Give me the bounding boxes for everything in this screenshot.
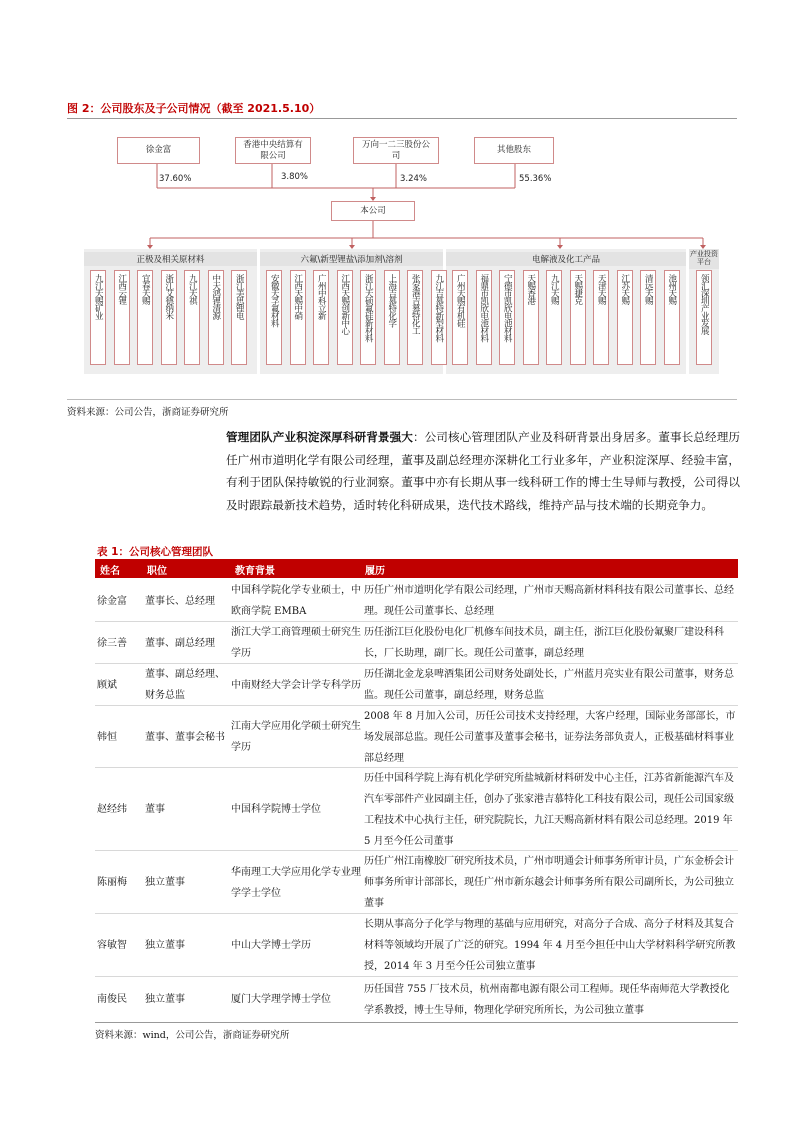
figure-title: 图 2：公司股东及子公司情况（截至 2021.5.10） (67, 102, 321, 115)
company-name: 本公司 (360, 205, 386, 216)
table-cell-name (97, 580, 143, 622)
subsidiary-name: 中天鸿锂清源 (210, 274, 221, 319)
subsidiary-name: 天赐香港 (525, 274, 536, 304)
cell-text: 2008 年 8 月加入公司，历任公司技术支持经理，大客户经理，国际业务部部长，市场发展部总监。现任公司董事及董事会秘书，证券法务部负责人，正极基础材料事业部总经理 (364, 710, 736, 764)
subsidiary-box (161, 270, 177, 365)
subsidiary-name: 清远天赐 (643, 274, 654, 304)
table-header (95, 559, 738, 578)
table-cell-title (145, 768, 229, 851)
cell-text: 历任广州市道明化学有限公司经理，广州市天赐高新材料科技有限公司董事长、总经理。现任公司董事长、总经理 (364, 585, 734, 617)
table-cell-edu (231, 768, 363, 851)
divider (95, 1022, 738, 1023)
shareholder-box (117, 137, 200, 164)
subsidiary-box (452, 270, 468, 365)
cell-text: 独立董事 (145, 877, 185, 888)
cell-text: 赵经纬 (97, 804, 127, 815)
table-cell-bio (364, 580, 738, 622)
cell-text: 董事、副总经理 (145, 637, 215, 649)
table-cell-bio (364, 664, 738, 706)
table-cell-title (145, 664, 229, 706)
subsidiary-name: 领汇深圳产业发展 (699, 274, 710, 334)
table-cell-title (145, 706, 229, 768)
cell-text: 历任国营 755 厂技术员，杭州南都电源有限公司工程师。现任华南师范大学教授化学系教授，博士生导师，物理化学研究所所长，为公司独立董事 (364, 983, 730, 1016)
table-cell-bio (364, 977, 738, 1022)
table-title: 表 1：公司核心管理团队 (97, 546, 213, 558)
table-cell-title (145, 851, 229, 914)
subsidiary-name: 广州中科立新 (316, 274, 327, 319)
cell-text: 厦门大学理学博士学位 (231, 994, 331, 1005)
table-cell-edu (231, 977, 363, 1022)
table-cell-name (97, 914, 143, 977)
cell-text: 历任中国科学院上海有机化学研究所盐城新材料研发中心主任，江苏省新能源汽车及汽车零部件产业园副主任，创办了张家港吉慕特化工科技有限公司，现任公司国家级工程技术中心执行主任，研究院院长，九江天赐高新材料有限公司总经理。2019 年 5 月至今任公司董事 (364, 772, 734, 847)
subsidiary-name: 九江天赐矿业 (93, 274, 104, 319)
subsidiary-box (593, 270, 609, 365)
table-cell-edu (231, 914, 363, 977)
table-cell-bio (364, 768, 738, 851)
subsidiary-box (407, 270, 423, 365)
table-source: 资料来源：wind，公司公告，浙商证券研究所 (95, 1030, 290, 1041)
subsidiary-name: 池州天赐 (666, 274, 677, 304)
cell-text: 江南大学应用化学硕士研究生学历 (231, 721, 361, 753)
header-name: 姓名 (100, 566, 120, 577)
subsidiary-name: 浙江天硕氟硅新材料 (363, 274, 374, 342)
subsidiary-box (231, 270, 247, 365)
subsidiary-box (137, 270, 153, 365)
group-header: 正极及相关原材料 (84, 252, 257, 266)
share-percent: 55.36% (519, 174, 552, 184)
subsidiary-name: 福鼎市凯欣电池材料 (478, 274, 489, 342)
subsidiary-box (266, 270, 282, 365)
subsidiary-name: 天赐捷克 (572, 274, 583, 304)
subsidiary-box (337, 270, 353, 365)
table-cell-bio (364, 706, 738, 768)
subsidiary-name: 江西天赐创新中心 (339, 274, 350, 334)
header-edu: 教育背景 (235, 566, 275, 577)
subsidiary-name: 宜春天赐 (140, 274, 151, 304)
subsidiary-box (313, 270, 329, 365)
table-cell-name (97, 977, 143, 1022)
cell-text: 中南财经大学会计学专科学历 (231, 679, 361, 691)
figure-source: 资料来源：公司公告，浙商证券研究所 (67, 407, 229, 418)
table-cell-bio (364, 914, 738, 977)
subsidiary-box (431, 270, 447, 365)
table-cell-title (145, 622, 229, 664)
share-percent: 3.24% (400, 174, 428, 184)
shareholder-name: 香港中央结算有限公司 (243, 139, 303, 161)
cell-text: 中山大学博士学历 (231, 940, 311, 951)
table-cell-name (97, 768, 143, 851)
header-bio: 履历 (365, 566, 385, 577)
cell-text: 长期从事高分子化学与物理的基础与应用研究，对高分子合成、高分子材料及其复合材料等领域均开展了广泛的研究。1994 年 4 月至今担任中山大学材料科学研究所教授，2014 年 3 月至今任公司独立董事 (364, 919, 736, 972)
subsidiary-name: 浙江美思锂电 (234, 274, 245, 319)
table-cell-edu (231, 664, 363, 706)
shareholder-box (474, 137, 554, 164)
subsidiary-box (546, 270, 562, 365)
subsidiary-name: 安徽天孚氟材料 (269, 274, 280, 327)
subsidiary-box (360, 270, 376, 365)
subsidiary-name: 天津天赐 (596, 274, 607, 304)
paragraph-lead: 管理团队产业积淀深厚科研背景强大 (226, 430, 413, 444)
cell-text: 徐金富 (97, 595, 127, 607)
cell-text: 董事、副总经理、财务总监 (145, 669, 225, 701)
subsidiary-box (476, 270, 492, 365)
subsidiary-box (184, 270, 200, 365)
cell-text: 顾斌 (97, 679, 117, 691)
subsidiary-name: 九江吉慕特新型材料 (433, 274, 444, 342)
subsidiary-name: 江西云锂 (116, 274, 127, 304)
table-cell-title (145, 914, 229, 977)
cell-text: 浙江大学工商管理硕士研究生学历 (231, 627, 361, 659)
group-header: 产业投资平台 (689, 249, 719, 269)
header-title: 职位 (147, 566, 167, 577)
divider (67, 399, 737, 400)
shareholder-box (353, 137, 439, 164)
table-cell-name (97, 622, 143, 664)
share-percent: 3.80% (281, 172, 309, 182)
shareholder-name: 万向一二三股份公司 (361, 139, 430, 161)
table-cell-title (145, 977, 229, 1022)
company-box (331, 201, 415, 221)
subsidiary-name: 九江天祺 (187, 274, 198, 304)
cell-text: 韩恒 (97, 731, 117, 743)
table-cell-name (97, 851, 143, 914)
cell-text: 董事长、总经理 (145, 595, 215, 607)
body-paragraph (226, 426, 740, 516)
cell-text: 历任浙江巨化股份电化厂机修车间技术员，副主任，浙江巨化股份氟聚厂建设科科长，厂长助理，副厂长。现任公司董事，副总经理 (364, 627, 724, 659)
shareholder-name: 其他股东 (496, 145, 531, 156)
subsidiary-name: 江西天赐中硝 (292, 274, 303, 319)
group-header: 电解液及化工产品 (446, 252, 686, 266)
subsidiary-box (208, 270, 224, 365)
table-cell-edu (231, 851, 363, 914)
subsidiary-name: 广州天赐有机硅 (455, 274, 466, 327)
cell-text: 陈丽梅 (97, 877, 127, 888)
subsidiary-box (523, 270, 539, 365)
cell-text: 董事 (145, 804, 165, 815)
subsidiary-name: 上海吉慕特化学 (386, 274, 397, 327)
subsidiary-box (114, 270, 130, 365)
cell-text: 董事、董事会秘书 (145, 731, 225, 743)
cell-text: 历任广州江南橡胶厂研究所技术员，广州市明通会计师事务所审计员，广东金桥会计师事务所审计部部长，现任广州市新东越会计师事务所有限公司副所长，为公司独立董事 (364, 856, 734, 909)
subsidiary-box (640, 270, 656, 365)
table-cell-bio (364, 622, 738, 664)
subsidiary-box (290, 270, 306, 365)
cell-text: 南俊民 (97, 994, 127, 1005)
subsidiary-box (696, 270, 712, 365)
table-cell-bio (364, 851, 738, 914)
subsidiary-name: 张家港吉慕特化工 (410, 274, 421, 334)
subsidiary-box (570, 270, 586, 365)
cell-text: 历任湖北金龙泉啤酒集团公司财务处副处长，广州蓝月亮实业有限公司董事，财务总监。现任公司董事，副总经理，财务总监 (364, 669, 734, 701)
table-cell-edu (231, 580, 363, 622)
subsidiary-box (617, 270, 633, 365)
subsidiary-box (90, 270, 106, 365)
shareholder-name: 徐金富 (145, 145, 172, 156)
subsidiary-box (384, 270, 400, 365)
cell-text: 中国科学院博士学位 (231, 804, 321, 815)
table-cell-title (145, 580, 229, 622)
subsidiary-name: 九江天赐 (549, 274, 560, 304)
cell-text: 容敏智 (97, 940, 127, 951)
subsidiary-name: 江苏天赐 (619, 274, 630, 304)
subsidiary-name: 浙江艾德纳米 (163, 274, 174, 319)
table-cell-name (97, 706, 143, 768)
subsidiary-box (499, 270, 515, 365)
cell-text: 中国科学院化学专业硕士，中欧商学院 EMBA (231, 585, 361, 617)
shareholder-box (235, 137, 311, 164)
subsidiary-box (664, 270, 680, 365)
table-cell-edu (231, 622, 363, 664)
paragraph-body: ：公司核心管理团队产业及科研背景出身居多。董事长总经理历任广州市道明化学有限公司经理，董事及副总经理亦深耕化工行业多年，产业积淀深厚、经验丰富，有利于团队保持敏锐的行业洞察。董事中亦有长期从事一线科研工作的博士生导师与教授，公司得以及时跟踪最新技术趋势，适时转化科研成果，迭代技术路线，维持产品与技术端的长期竞争力。 (226, 430, 740, 512)
table-cell-name (97, 664, 143, 706)
cell-text: 独立董事 (145, 994, 185, 1005)
cell-text: 独立董事 (145, 940, 185, 951)
group-header: 六氟\新型锂盐\添加剂\溶剂 (260, 252, 443, 266)
table-cell-edu (231, 706, 363, 768)
cell-text: 华南理工大学应用化学专业理学学士学位 (231, 866, 361, 899)
cell-text: 徐三善 (97, 637, 127, 649)
share-percent: 37.60% (159, 174, 192, 184)
subsidiary-name: 宁德市凯欣电池材料 (502, 274, 513, 342)
